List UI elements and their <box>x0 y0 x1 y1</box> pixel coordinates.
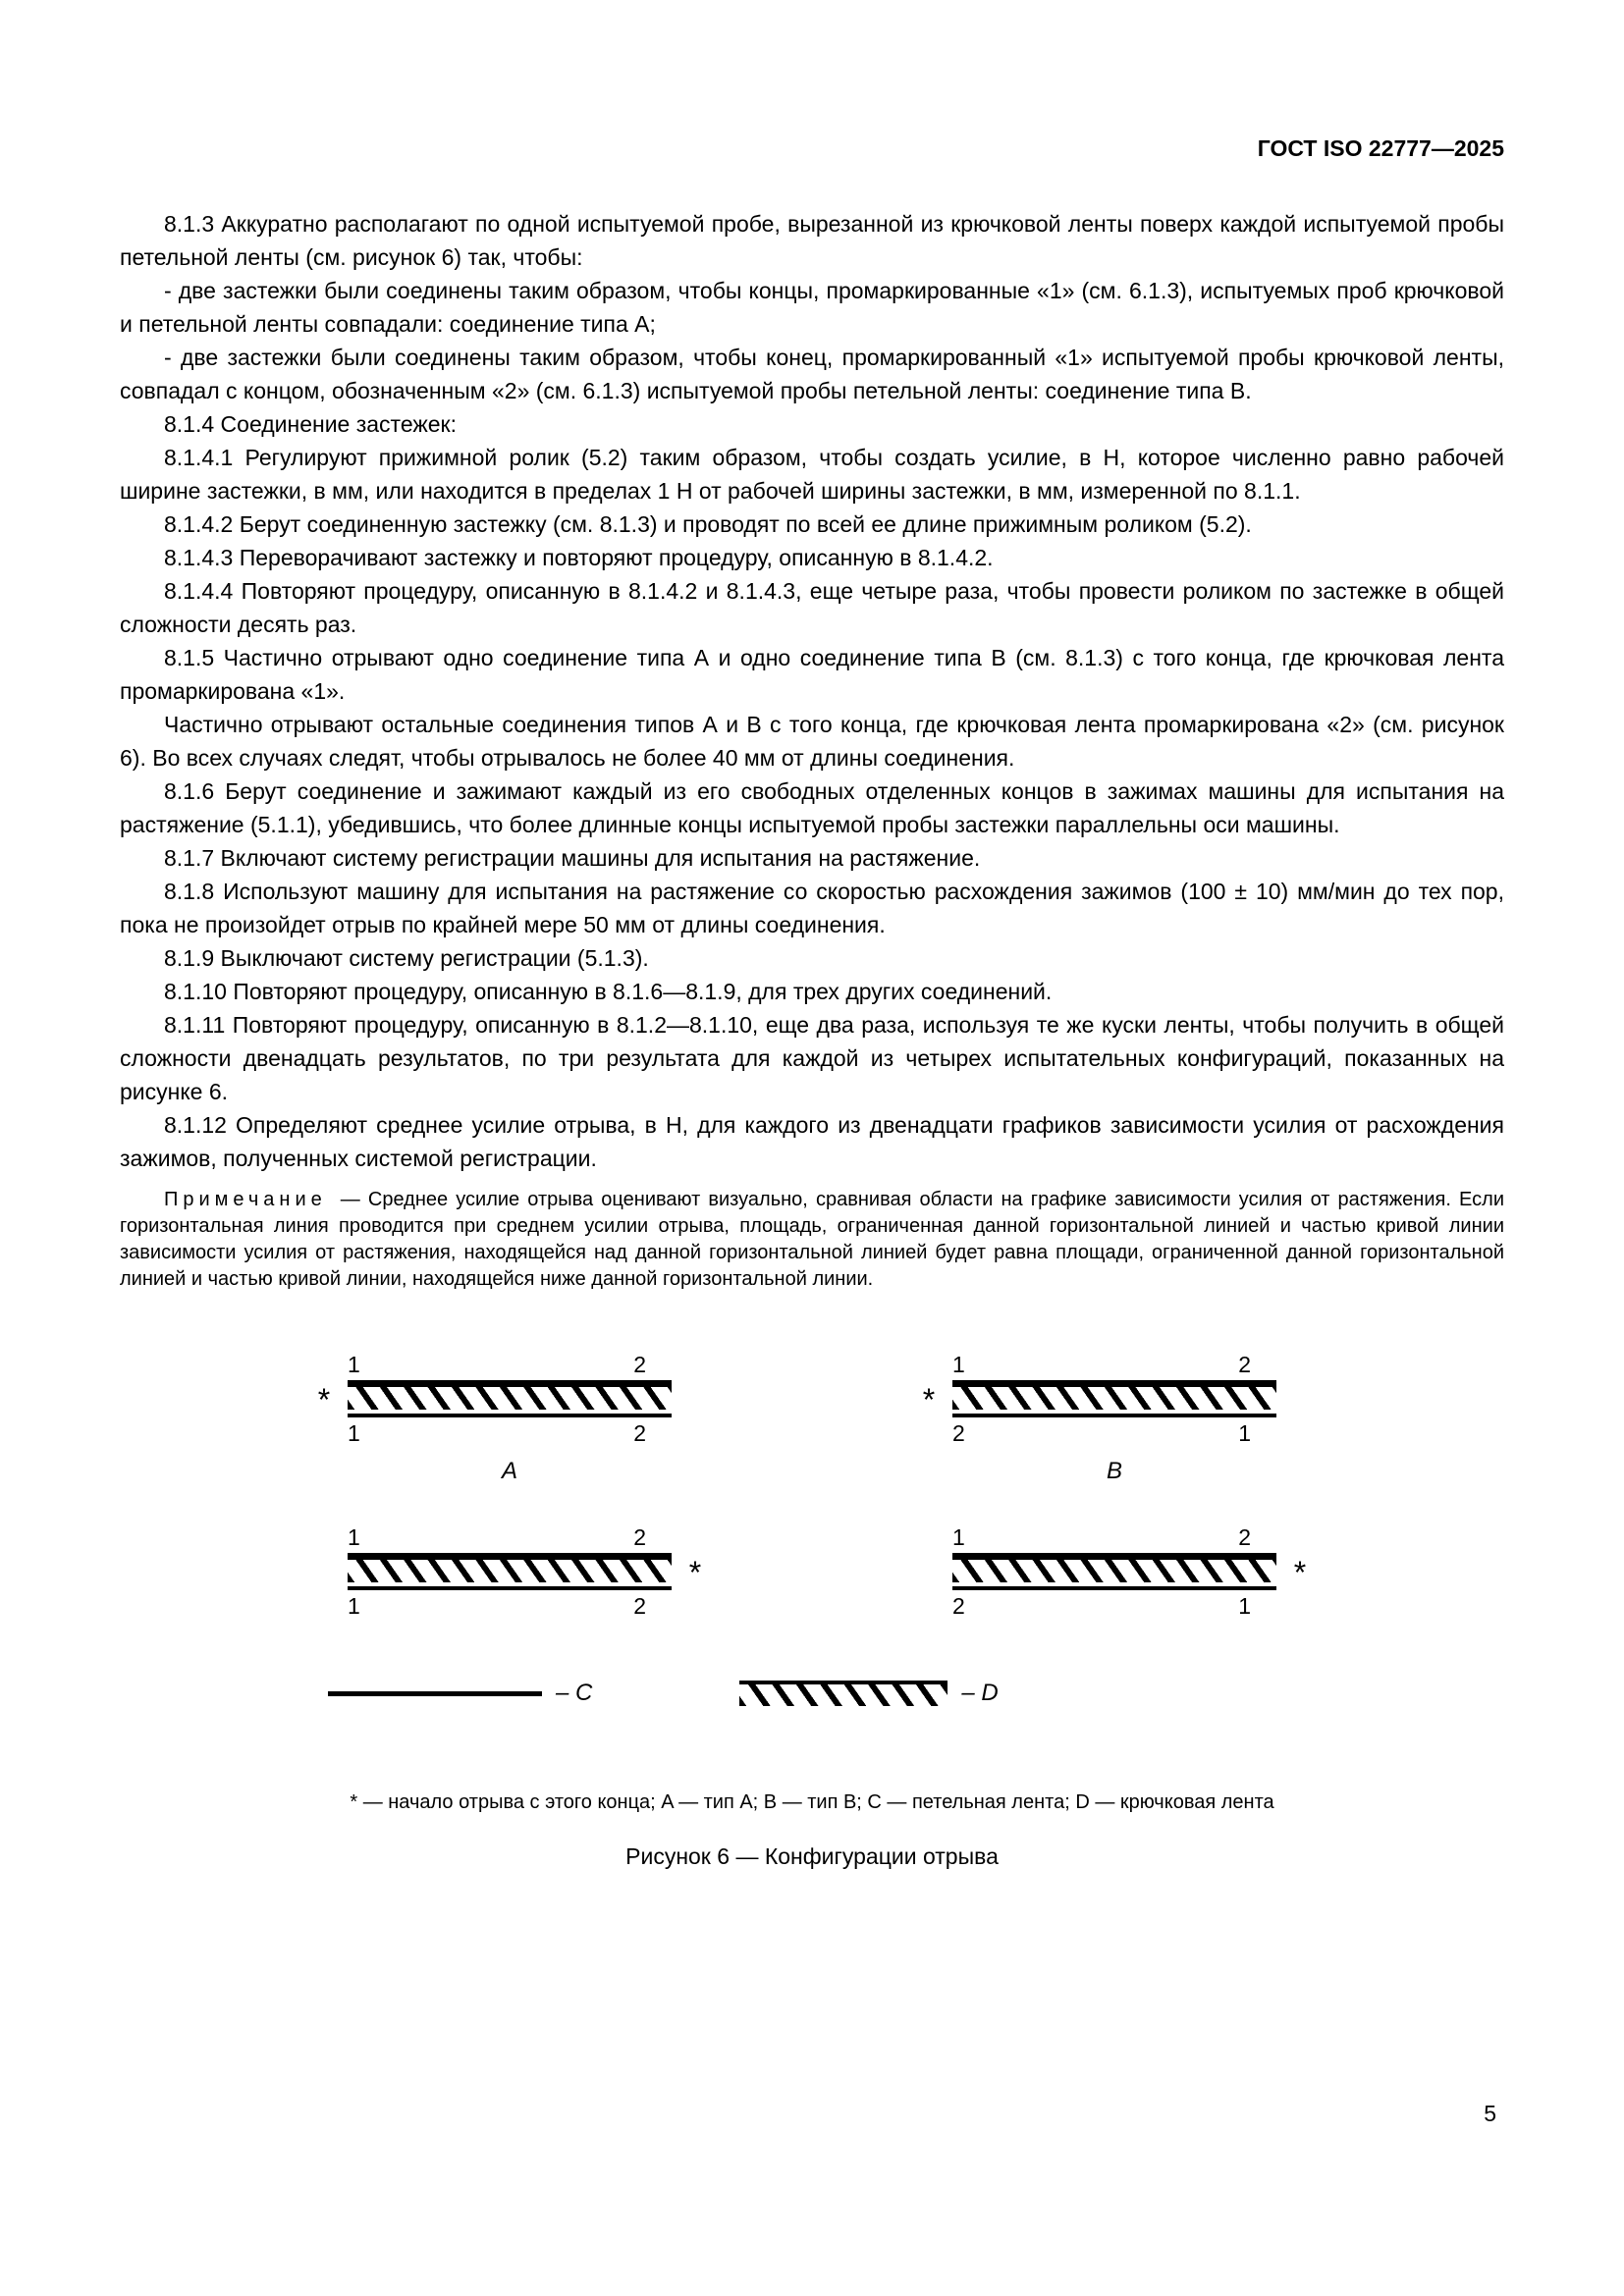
doc-number: ГОСТ ISO 22777—2025 <box>1257 135 1504 161</box>
mark-number: 1 <box>1238 1593 1251 1619</box>
loop-tape-line <box>348 1414 672 1417</box>
hook-tape-bar <box>739 1681 947 1706</box>
mark-number: 1 <box>348 1352 360 1377</box>
figure-row-2 <box>120 1524 1504 1676</box>
paragraph: 8.1.6 Берут соединение и зажимают каждый из его свободных отделенных концов в зажимах машины для испытания на растяжение (5.1.1), убедившись, что более длинные концы испытуемой пробы застежки параллельны оси машины. <box>120 778 1504 837</box>
hatch-pattern <box>952 1387 1276 1410</box>
page-number: 5 <box>1484 2101 1496 2126</box>
tear-config-b-right <box>952 1524 1307 1676</box>
mark-number: 2 <box>633 1420 646 1446</box>
mark-number: 1 <box>348 1524 360 1550</box>
paragraph: 8.1.4.3 Переворачивают застежку и повторяют процедуру, описанную в 8.1.4.2. <box>164 545 994 570</box>
hatch-pattern <box>348 1560 672 1582</box>
paragraph: 8.1.4.1 Регулируют прижимной ролик (5.2) таким образом, чтобы создать усилие, в Н, которое численно равно рабочей ширине застежки, в мм, или находится в пределах 1 Н от рабочей ширины застежки, в мм, измеренной по 8.1.1. <box>120 445 1504 504</box>
config-label-a: A <box>501 1458 517 1484</box>
hook-tape-bar <box>952 1380 1276 1417</box>
hatch-pattern <box>952 1560 1276 1582</box>
tear-start-marker: * <box>317 1382 331 1417</box>
list-item: - две застежки были соединены таким образом, чтобы конец, промаркированный «1» испытуемой пробы крючковой ленты, совпадал с концом, обозначенным «2» (см. 6.1.3) испытуемой пробы петельной ленты: соединение типа В. <box>120 345 1504 403</box>
paragraph: 8.1.3 Аккуратно располагают по одной испытуемой пробе, вырезанной из крючковой ленты поверх каждой испытуемой пробы петельной ленты (см. рисунок 6) так, чтобы: <box>120 211 1504 270</box>
mark-number: 1 <box>348 1420 360 1446</box>
mark-number: 2 <box>633 1524 646 1550</box>
legend-loop-tape <box>328 1680 592 1707</box>
legend-label-c: – C <box>556 1680 593 1706</box>
mark-number: 1 <box>1238 1420 1251 1446</box>
paragraph: 8.1.4.2 Берут соединенную застежку (см. 8.1.3) и проводят по всей ее длине прижимным роликом (5.2). <box>164 511 1252 537</box>
note-label: Примечание <box>164 1189 327 1210</box>
tear-start-marker: * <box>922 1382 936 1417</box>
paragraph: 8.1.4.4 Повторяют процедуру, описанную в 8.1.4.2 и 8.1.4.3, еще четыре раза, чтобы провести роликом по застежке в общей сложности десять раз. <box>120 578 1504 637</box>
figure-row-1 <box>120 1352 1504 1503</box>
mark-number: 1 <box>348 1593 360 1619</box>
tear-start-marker: * <box>688 1555 702 1590</box>
tear-config-a-right <box>348 1524 702 1676</box>
paragraph: 8.1.10 Повторяют процедуру, описанную в 8.1.6—8.1.9, для трех других соединений. <box>164 979 1053 1004</box>
document-body <box>120 207 1504 1293</box>
tear-config-b <box>922 1352 1276 1503</box>
note <box>120 1187 1504 1293</box>
mark-number: 2 <box>633 1352 646 1377</box>
paragraph: 8.1.12 Определяют среднее усилие отрыва, в Н, для каждого из двенадцати графиков зависимости усилия от расхождения зажимов, полученных системой регистрации. <box>120 1112 1504 1171</box>
mark-number: 2 <box>1238 1352 1251 1377</box>
mark-number: 1 <box>952 1352 965 1377</box>
paragraph: 8.1.8 Используют машину для испытания на растяжение со скоростью расхождения зажимов (100 ± 10) мм/мин до тех пор, пока не произойдет отрыв по крайней мере 50 мм от длины соединения. <box>120 879 1504 937</box>
tear-start-marker: * <box>1293 1555 1307 1590</box>
figure-6 <box>120 1352 1504 1870</box>
config-label <box>952 1630 1276 1676</box>
mark-number: 2 <box>633 1593 646 1619</box>
loop-tape-line <box>952 1414 1276 1417</box>
config-label <box>348 1630 672 1676</box>
mark-number: 2 <box>952 1420 965 1446</box>
loop-tape-line <box>952 1586 1276 1590</box>
note-text: — Среднее усилие отрыва оценивают визуально, сравнивая области на графике зависимости усилия от растяжения. Если горизонтальная линия проводится при среднем усилии отрыва, площадь, ограниченная данной горизонтальной линией и частью кривой линии зависимости усилия от растяжения, находящейся над данной горизонтальной линией будет равна площади, ограниченной данной горизонтальной линией и частью кривой линии, находящейся ниже данной горизонтальной линии. <box>120 1189 1504 1290</box>
hook-tape-bar <box>348 1380 672 1417</box>
legend-label-d: – D <box>961 1680 999 1706</box>
paragraph: 8.1.5 Частично отрывают одно соединение типа А и одно соединение типа В (см. 8.1.3) с того конца, где крючковая лента промаркирована «1». <box>120 645 1504 704</box>
figure-footnote: * — начало отрыва с этого конца; A — тип А; B — тип В; C — петельная лента; D — крючковая лента <box>350 1791 1274 1813</box>
paragraph: 8.1.9 Выключают систему регистрации (5.1.3). <box>164 945 649 971</box>
config-label-b: B <box>1106 1458 1122 1484</box>
hook-tape-bar <box>348 1553 672 1590</box>
paragraph: 8.1.11 Повторяют процедуру, описанную в 8.1.2—8.1.10, еще два раза, используя те же куски ленты, чтобы получить в общей сложности двенадцать результатов, по три результата для каждой из четырех испытательных конфигураций, показанных на рисунке 6. <box>120 1012 1504 1104</box>
tear-config-a <box>317 1352 672 1503</box>
mark-number: 2 <box>952 1593 965 1619</box>
list-item: - две застежки были соединены таким образом, чтобы концы, промаркированные «1» (см. 6.1.3), испытуемых проб крючковой и петельной ленты совпадали: соединение типа А; <box>120 278 1504 337</box>
legend-hook-tape <box>739 1680 998 1707</box>
paragraph: 8.1.7 Включают систему регистрации машины для испытания на растяжение. <box>164 845 981 871</box>
hatch-pattern <box>739 1684 947 1706</box>
figure-caption: Рисунок 6 — Конфигурации отрыва <box>625 1843 999 1869</box>
figure-legend <box>328 1680 1504 1707</box>
mark-number: 1 <box>952 1524 965 1550</box>
hook-tape-bar <box>952 1553 1276 1590</box>
loop-tape-line <box>348 1586 672 1590</box>
mark-number: 2 <box>1238 1524 1251 1550</box>
loop-tape-line <box>328 1691 542 1696</box>
paragraph: Частично отрывают остальные соединения типов А и В с того конца, где крючковая лента промаркирована «2» (см. рисунок 6). Во всех случаях следят, чтобы отрывалось не более 40 мм от длины соединения. <box>120 712 1504 771</box>
hatch-pattern <box>348 1387 672 1410</box>
paragraph: 8.1.4 Соединение застежек: <box>164 411 458 437</box>
